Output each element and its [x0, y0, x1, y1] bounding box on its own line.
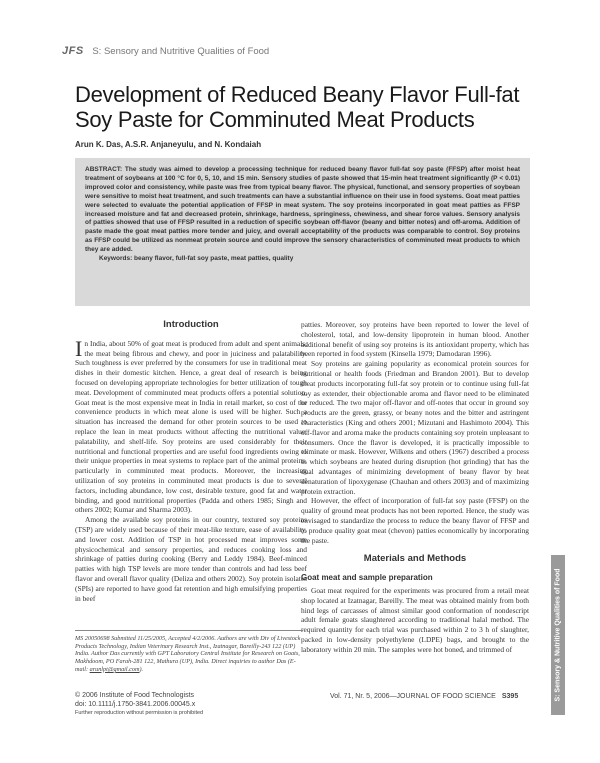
footnote — [75, 630, 303, 674]
footnote-end: ). — [139, 665, 144, 673]
section-side-tab — [551, 555, 565, 715]
copyright: © 2006 Institute of Food Technologists — [75, 692, 195, 699]
page-number: S395 — [501, 693, 519, 700]
journal-abbr: JFS — [62, 45, 84, 57]
left-column — [75, 320, 307, 603]
intro-p1-text: n India, about 50% of goat meat is produced from adult and spent animals, the meat being fibrous and chewy, and poor in juiciness and palatability. Such toughness is ever preferred by the consumers for use in traditional meat dishes in their domestic kitchen. Hence, a great deal of research is being focused on developing appropriate technologies for better utilization of tough meat. Development of comminuted meat products offers a potential solution. Goat meat is the most expensive meat in India in retail market, so cost of the convenience products in which meat alone is used will be higher. Such a situation has increased the demand for other protein sources to be used to replace the lean in meat products without affecting the nutritional value, palatability, and shelf-life. Soy proteins are used considerably for their nutritional and functional properties and are useful food ingredients owing to their unique properties in meat systems to replace part of the animal proteins, particularly in comminuted meat products. Moreover, the increasing utilization of soy proteins in comminuted meat products is due to several factors, including abundance, low cost, desirable texture, good fat and water binding, and good nutritional properties (Padda and others 1985; Singh and others 2002; Kumar and Sharma 2003). — [75, 338, 307, 515]
methods-heading: Materials and Methods — [363, 553, 467, 565]
section-label: S: Sensory and Nutritive Qualities of Food — [92, 46, 270, 57]
intro-paragraph-2: Among the available soy proteins in our country, textured soy proteins (TSP) are widely used because of their meat-like texture, ease of availability, and lower cost. Addition of TSP in hot processed meat improves some physicochemical and sensory properties, and reduces cooking loss and shrinkage of patties during cooking (Berry and Leddy 1984). Beef-minced patties with high TSP levels are more tender than controls and had less beef flavor and overall flavor quality (Deliza and others 2002). Soy protein isolates (SPIs) are reported to have good fat retention and high emulsifying properties in beef — [75, 515, 307, 603]
dropcap: I — [75, 335, 83, 361]
right-column — [301, 320, 529, 655]
permission-note: Further reproduction without permission is prohibited — [75, 710, 204, 716]
journal-citation: Vol. 71, Nr. 5, 2006—JOURNAL OF FOOD SCIENCE — [330, 693, 496, 700]
intro-paragraph-5: However, the effect of incorporation of full-fat soy paste (FFSP) on the quality of ground meat products has not been reported. Hence, the study was envisaged to standardize the process to reduce the beany flavor of FFSP and to produce quality goat meat (chevon) patties economically by incorporating the paste. — [301, 496, 529, 545]
abstract-text: ABSTRACT: The study was aimed to develop a processing technique for reduced beany flavor full-fat soy paste (FFSP) after moist heat treatment of soybeans at 100 °C for 0, 5, 10, and 15 min. Sensory studies of paste showed that 15-min heat treatment significantly (P < 0.01) improved color and consistency, while paste was free from typical beany flavor. The physical, functional, and sensory properties of soybean were sensitive to moist heat treatment, and such treatments can have a substantial influence on their use in food systems. Goat meat patties were selected to evaluate the potential application of FFSP in meat system. The soy proteins incorporated in goat meat patties as FFSP increased moisture and fat and decreased protein, shrinkage, hardness, springiness, chewiness, and shear force values. Sensory analysis of patties showed that use of FFSP resulted in a reduction of specific soybean off-flavor (beany and bitter notes) and off-aroma. Addition of paste made the goat meat patties more tender and juicy, and overall acceptability of the products was comparable to control. Soy proteins as FFSP could be utilized as nonmeat protein source and could improve the sensory characteristics of comminuted meat products to which they are added. — [85, 166, 520, 254]
running-header — [62, 45, 269, 57]
intro-heading: Introduction — [163, 319, 219, 330]
methods-subheading: Goat meat and sample preparation — [301, 573, 433, 583]
intro-paragraph-4: Soy proteins are gaining popularity as economical protein sources for nutritional or health foods (Friedman and Brandon 2001). But to develop meat products incorporating full-fat soy protein or to continue using full-fat soy as extender, their objectionable aroma and flavor need to be eliminated or reduced. The two major off-flavor and off-notes that occur in ground soy products are the green, grassy, or beany notes and the bitter and astringent characteristics (King and others 2001; Mizutani and Hashimoto 2004). This off-flavor and aroma make the products containing soy protein unpleasant to consumers. Once the flavor is developed, it is practically impossible to eliminate or mask. However, Wilkens and others (1967) described a process in which soybeans are heated during disruption (hot grinding) that has the dual advantages of minimizing development of beany flavor by heat denaturation of lipoxygenase (Chauhan and others 2003) and of maximizing protein extraction. — [301, 359, 529, 496]
abstract-box — [75, 158, 530, 306]
footnote-text: MS 20050698 Submitted 11/25/2005, Accepted 4/2/2006. Authors are with Div of Livestock Products Technology, Indian Veterinary Research Inst., Izatnagar, Bareilly-243 122 (UP) India. Author Das currently with GPT Laboratory Central Institute for Research on Goats, Makhdoom, PO Farah-281 122, Mathura (UP), India. Direct inquiries to author Das (E-mail: — [75, 635, 301, 673]
authors: Arun K. Das, A.S.R. Anjaneyulu, and N. Kondaiah — [75, 140, 262, 149]
intro-paragraph-3: patties. Moreover, soy proteins have been reported to lower the level of cholesterol, total, and low-density lipoprotein in human blood. Another additional benefit of using soy proteins is its antioxidant property, which has been reported in food system (Kinsella 1979; Damodaran 1996). — [301, 320, 529, 359]
copyright-block — [75, 692, 203, 718]
intro-paragraph — [75, 335, 307, 515]
doi: doi: 10.1111/j.1750-3841.2006.00045.x — [75, 700, 196, 708]
side-tab-label: S: Sensory & Nutritive Qualities of Food — [554, 568, 562, 702]
author-email-link[interactable]: arunlpt@gmail.com — [89, 665, 140, 673]
journal-reference — [330, 693, 518, 700]
paper-title: Development of Reduced Beany Flavor Full-fat Soy Paste for Comminuted Meat Products — [75, 82, 520, 132]
methods-paragraph-1: Goat meat required for the experiments was procured from a retail meat shop located at Izatnagar, Bareilly. The meat was obtained mainly from both hind legs of carcasses of almost similar good conformation of nondescript adult female goats slaughtered according to traditional halal method. The required quantity for each trial was purchased within 2 to 3 h of slaughter, packed in low-density polyethylene (LDPE) bags, and brought to the laboratory within 20 min. The samples were hot boned, and trimmed of — [301, 585, 529, 654]
keywords: Keywords: beany flavor, full-fat soy paste, meat patties, quality — [99, 255, 294, 263]
